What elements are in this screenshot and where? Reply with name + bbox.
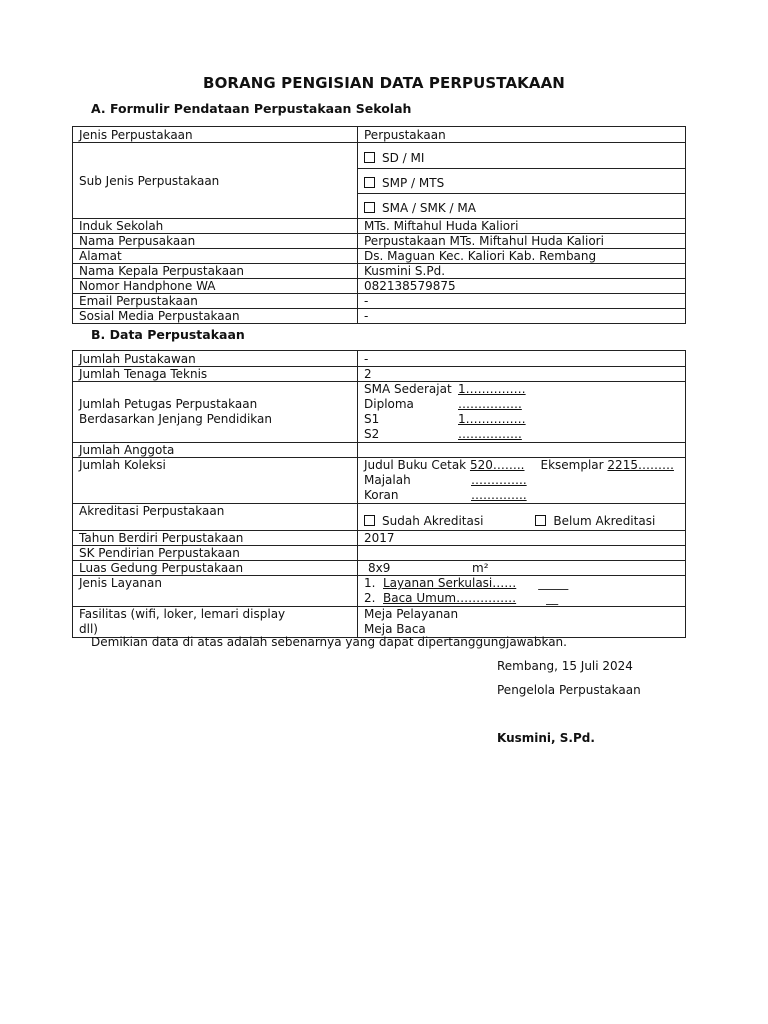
row-value: [358, 546, 686, 561]
signer-role: Pengelola Perpustakaan: [497, 683, 641, 697]
option-label: SD / MI: [382, 150, 425, 165]
table-row: [73, 382, 686, 443]
option-sudah-akreditasi[interactable]: Sudah Akreditasi: [364, 514, 483, 528]
petugas-label-2: Berdasarkan Jenjang Pendidikan: [79, 412, 273, 426]
fasilitas-item: Meja Pelayanan: [364, 607, 459, 621]
row-value: [358, 458, 686, 504]
koleksi-majalah: Majalah …………..: [364, 473, 527, 487]
row-label: [73, 382, 358, 443]
table-row: [73, 279, 686, 294]
table-library-form: [72, 126, 686, 324]
form-title: BORANG PENGISIAN DATA PERPUSTAKAAN: [203, 74, 565, 92]
table-row: [73, 367, 686, 382]
row-value: [358, 382, 686, 443]
row-value: [358, 504, 686, 531]
row-value: -: [358, 294, 686, 309]
petugas-value: …………….: [458, 397, 522, 411]
row-label: Jumlah Anggota: [73, 443, 358, 458]
option-smp-mts[interactable]: [358, 169, 685, 194]
row-value: MTs. Miftahul Huda Kaliori: [358, 219, 686, 234]
row-label: Luas Gedung Perpustakaan: [73, 561, 358, 576]
row-label: [73, 607, 358, 638]
petugas-level: S2 …………….: [364, 427, 522, 441]
fasilitas-label-2: dll): [79, 622, 98, 636]
petugas-value: …………….: [458, 427, 522, 441]
row-label: Akreditasi Perpustakaan: [73, 504, 358, 531]
row-label: Jumlah Tenaga Teknis: [73, 367, 358, 382]
table-library-data: [72, 350, 686, 638]
checkbox-icon[interactable]: [364, 515, 375, 526]
option-sma-smk-ma[interactable]: [358, 194, 685, 218]
table-row: [73, 249, 686, 264]
checkbox-icon[interactable]: [364, 177, 375, 188]
row-value: Perpustakaan: [358, 127, 686, 143]
table-row: [73, 294, 686, 309]
row-value: -: [358, 351, 686, 367]
table-row: [73, 351, 686, 367]
layanan-item: 2. Baca Umum…………… __: [364, 591, 559, 605]
table-row: [73, 561, 686, 576]
signer-name: Kusmini, S.Pd.: [497, 731, 595, 745]
row-value: [358, 561, 686, 576]
table-row: [73, 443, 686, 458]
row-label: SK Pendirian Perpustakaan: [73, 546, 358, 561]
section-b-heading: B. Data Perpustakaan: [91, 327, 245, 342]
layanan-item: 1. Layanan Serkulasi…… _____: [364, 576, 569, 590]
koleksi-judul: Judul Buku Cetak 520…….. Eksemplar 2215………: [364, 458, 674, 472]
row-value: 2017: [358, 531, 686, 546]
table-row: [73, 264, 686, 279]
row-value: [358, 576, 686, 607]
table-row: [73, 219, 686, 234]
row-value: -: [358, 309, 686, 324]
row-value: Perpustakaan MTs. Miftahul Huda Kaliori: [358, 234, 686, 249]
petugas-level: Diploma …………….: [364, 397, 522, 411]
petugas-level: SMA Sederajat 1……………: [364, 382, 526, 396]
row-value: Ds. Maguan Kec. Kaliori Kab. Rembang: [358, 249, 686, 264]
row-value: Kusmini S.Pd.: [358, 264, 686, 279]
petugas-value: 1……………: [458, 382, 526, 396]
closing-statement: Demikian data di atas adalah sebenarnya yang dapat dipertanggungjawabkan.: [91, 635, 567, 649]
checkbox-icon[interactable]: [364, 152, 375, 163]
row-label: Tahun Berdiri Perpustakaan: [73, 531, 358, 546]
section-a-heading: A. Formulir Pendataan Perpustakaan Sekolah: [91, 101, 412, 116]
row-label: Induk Sekolah: [73, 219, 358, 234]
table-row: [73, 504, 686, 531]
row-label: Alamat: [73, 249, 358, 264]
table-row: [73, 531, 686, 546]
place-date: Rembang, 15 Juli 2024: [497, 659, 633, 673]
option-label: SMP / MTS: [382, 175, 445, 190]
row-value: [358, 607, 686, 638]
petugas-label-1: Jumlah Petugas Perpustakaan: [79, 397, 258, 411]
checkbox-icon[interactable]: [535, 515, 546, 526]
row-label: Sub Jenis Perpustakaan: [73, 143, 358, 219]
row-label: Nama Kepala Perpustakaan: [73, 264, 358, 279]
row-label: Jumlah Pustakawan: [73, 351, 358, 367]
row-value: [358, 443, 686, 458]
row-value: 082138579875: [358, 279, 686, 294]
fasilitas-label-1: Fasilitas (wifi, loker, lemari display: [79, 607, 286, 621]
petugas-level: S1 1……………: [364, 412, 526, 426]
row-label: Sosial Media Perpustakaan: [73, 309, 358, 324]
row-label: Jenis Perpustakaan: [73, 127, 358, 143]
table-row: [73, 458, 686, 504]
table-row: [73, 143, 686, 219]
option-belum-akreditasi[interactable]: Belum Akreditasi: [535, 514, 655, 528]
row-label: Jenis Layanan: [73, 576, 358, 607]
row-label: Email Perpustakaan: [73, 294, 358, 309]
row-value: 2: [358, 367, 686, 382]
table-row: [73, 309, 686, 324]
sub-jenis-options: [358, 143, 686, 219]
row-label: Nomor Handphone WA: [73, 279, 358, 294]
table-row: [73, 546, 686, 561]
fasilitas-item: Meja Baca: [364, 622, 426, 636]
luas-value: 8x9: [368, 561, 391, 575]
koleksi-koran: Koran …………..: [364, 488, 527, 502]
option-label: SMA / SMK / MA: [382, 200, 476, 215]
row-label: Nama Perpusakaan: [73, 234, 358, 249]
luas-unit: m²: [472, 561, 489, 575]
table-row: [73, 127, 686, 143]
option-sd-mi[interactable]: [358, 144, 685, 169]
checkbox-icon[interactable]: [364, 202, 375, 213]
table-row: [73, 234, 686, 249]
table-row: [73, 607, 686, 638]
row-label: Jumlah Koleksi: [73, 458, 358, 504]
table-row: [73, 576, 686, 607]
petugas-value: 1……………: [458, 412, 526, 426]
